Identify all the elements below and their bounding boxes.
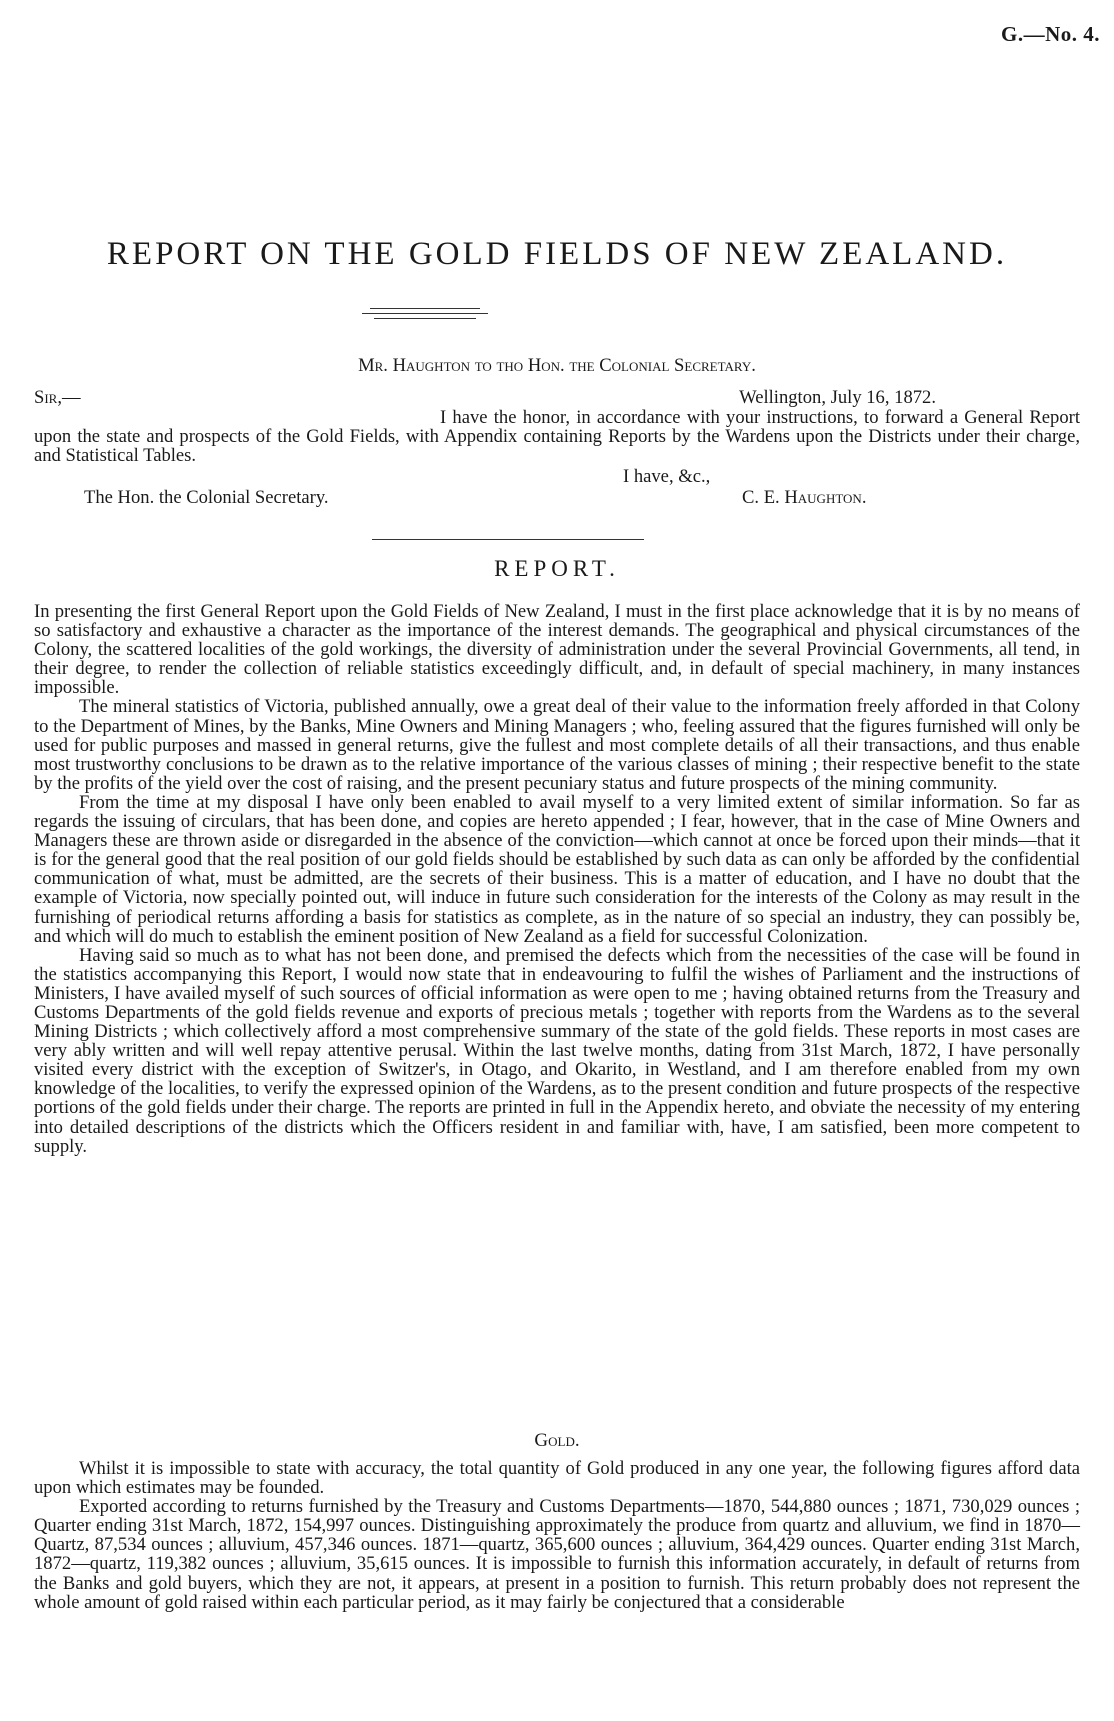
report-paragraph: The mineral statistics of Victoria, published annually, owe a great deal of their value to the information freely afforded in that Colony to the Department of Mines, by the Banks, Mine Owners and Mining Managers ; who, feeling assured that the figures furnished will only be used for public purposes and massed in general returns, give the fullest and most complete details of all their transactions, and thus enable most trustworthy conclusions to be drawn as to the relative importance of the various classes of mining ; their respective benefit to the state by the profits of the yield over the cost of raising, and the present pecuniary status and future prospects of the mining community. [34,696,1080,794]
letter-signature: C. E. Haughton. [742,487,867,508]
document-reference: G.—No. 4. [1001,22,1100,46]
letter-dateline: Wellington, July 16, 1872. [739,387,936,408]
report-paragraph: From the time at my disposal I have only been enabled to avail myself to a very limited extent of similar information. So far as regards the issuing of circulars, that has been done, and copies are hereto appended ; I fear, however, that in the case of Mine Owners and Managers these are thrown aside or disregarded in the absence of the conviction—which cannot at once be forced upon their minds—that it is for the general good that the real position of our gold fields should be established by such data as can only be afforded by the confidential communication of what, must be admitted, are the secrets of their business. This is a matter of education, and I have no doubt that the example of Victoria, now specially pointed out, will induce in future such consideration for the interests of the Colony as may result in the furnishing of periodical returns affording a basis for statistics as complete, as in the nature of so special an industry, they can possibly be, and which will do much to establish the eminent position of New Zealand as a field for successful Colonization. [34,791,1080,947]
letter-body: I have the honor, in accordance with your instructions, to forward a General Report upon the state and prospects of the Gold Fields, with Appendix containing Reports by the Wardens upon the Districts under their charge, and Statistical Tables. [34,407,1080,467]
title-rule [370,308,480,309]
gold-paragraph: Whilst it is impossible to state with accuracy, the total quantity of Gold produced in any one year, the following figures afford data upon which estimates may be founded. [34,1458,1080,1499]
letter-addressee: The Hon. the Colonial Secretary. [84,487,329,508]
report-paragraph: Having said so much as to what has not been done, and premised the defects which from the necessities of the case will be found in the statistics accompanying this Report, I would now state that in endeavouring to fulfil the wishes of Parliament and the instructions of Ministers, I have availed myself of such sources of official information as were open to me ; having obtained returns from the Treasury and Customs Departments of the gold fields revenue and exports of precious metals ; together with reports from the Wardens as to the several Mining Districts ; which collectively afford a most comprehensive summary of the state of the gold fields. These reports in most cases are very ably written and will well repay attentive perusal. Within the last twelve months, dating from 31st March, 1872, I have personally visited every district with the exception of Switzer's, in Otago, and Okarito, in Westland, and I am therefore enabled from my own knowledge of the localities, to verify the expressed opinion of the Wardens, as to the present condition and future prospects of the respective portions of the gold fields under their charge. The reports are printed in full in the Appendix hereto, and obviate the necessity of my entering into detailed descriptions of the districts which the Officers resident in and familiar with, have, I am satisfied, been more competent to supply. [34,944,1080,1157]
title-rule [374,318,476,319]
letter-closing: I have, &c., [623,466,711,487]
title-rule [362,313,488,314]
letter-salutation: Sir,— [34,387,81,408]
report-title: REPORT ON THE GOLD FIELDS OF NEW ZEALAND. [106,236,1008,272]
report-heading: REPORT. [494,556,620,581]
gold-section-heading: Gold. [534,1430,580,1451]
report-paragraph: In presenting the first General Report upon the Gold Fields of New Zealand, I must in the first place acknowledge that it is by no means of so satisfactory and exhaustive a character as the importance of the interest demands. The geographical and physical circumstances of the Colony, the scattered localities of the gold workings, the diversity of administration under the several Provincial Governments, all tend, in their degree, to render the collection of reliable statistics exceedingly difficult, and, in default of special machinery, in many instances impossible. [34,601,1080,699]
section-divider [372,539,644,540]
report-body [34,602,1080,1156]
letter-heading: Mr. Haughton to tho Hon. the Colonial Secretary. [358,355,756,376]
gold-paragraph: Exported according to returns furnished by the Treasury and Customs Departments—1870, 544,880 ounces ; 1871, 730,029 ounces ; Quarter ending 31st March, 1872, 154,997 ounces. Distinguishing approximately the produce from quartz and alluvium, we find in 1870—Quartz, 87,534 ounces ; alluvium, 457,346 ounces. 1871—quartz, 365,600 ounces ; alluvium, 364,429 ounces. Quarter ending 31st March, 1872—quartz, 119,382 ounces ; alluvium, 35,615 ounces. It is impossible to furnish this information accurately, in default of returns from the Banks and gold buyers, which they are not, it appears, at present in a position to furnish. This return probably does not represent the whole amount of gold raised within each particular period, as it may fairly be conjectured that a considerable [34,1496,1080,1613]
gold-section-body [34,1459,1080,1612]
